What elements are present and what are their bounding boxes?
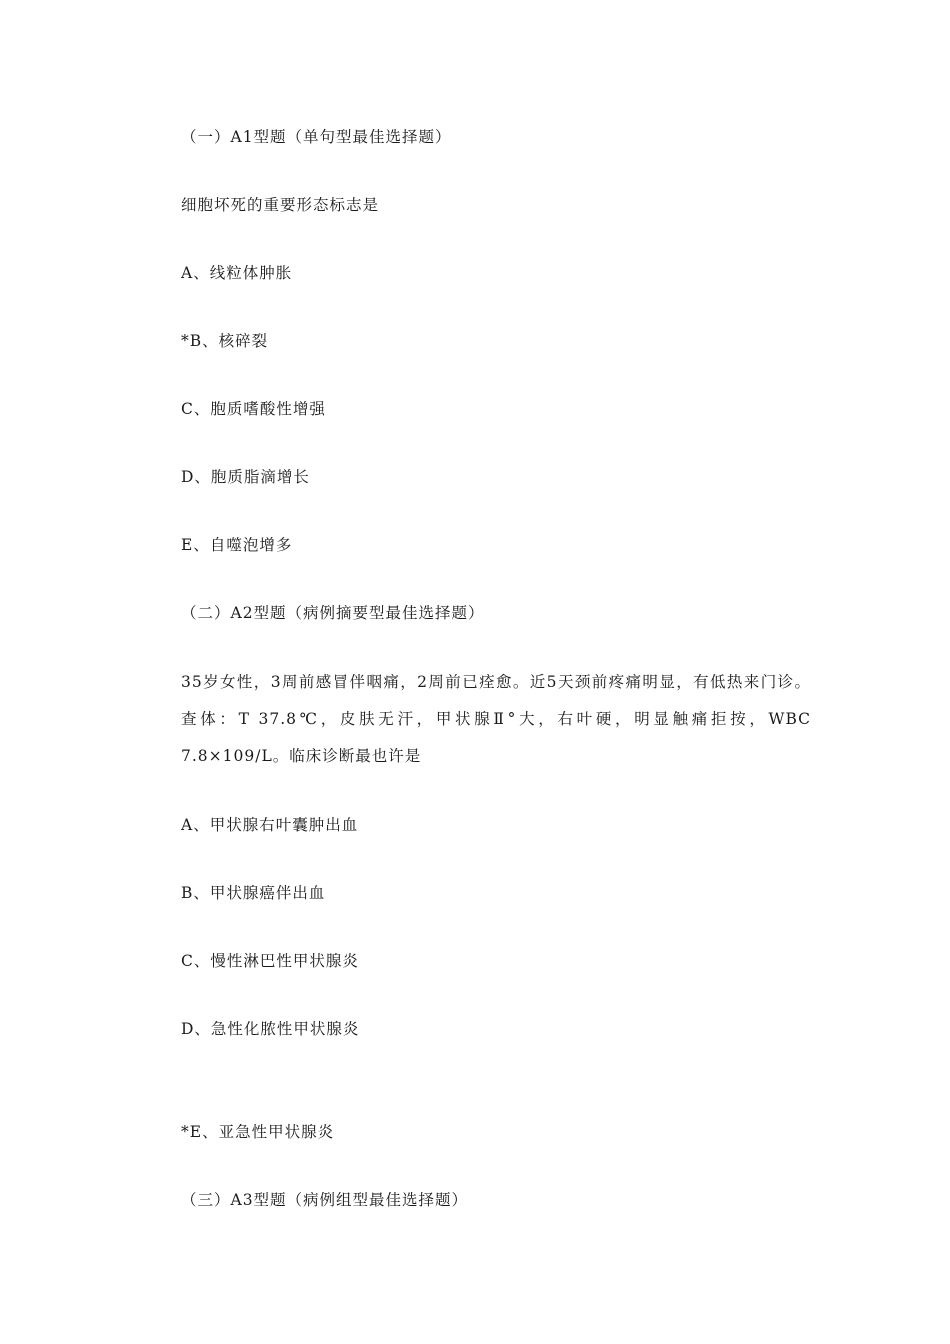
question-text-2: 35岁女性，3周前感冒伴咽痛，2周前已痊愈。近5天颈前疼痛明显，有低热来门诊。查体：T 37.8℃，皮肤无汗，甲状腺Ⅱ°大，右叶硬，明显触痛拒按，WBC 7.8×109/L。临床诊断最也许是 — [181, 673, 811, 765]
option-c-1: C、胞质嗜酸性增强 — [181, 400, 326, 418]
section-heading-a3: （三）A3型题（病例组型最佳选择题） — [181, 1191, 469, 1209]
option-e-1: E、自噬泡增多 — [181, 536, 293, 554]
option-e-2: *E、亚急性甲状腺炎 — [181, 1123, 335, 1141]
option-d-2: D、急性化脓性甲状腺炎 — [181, 1020, 360, 1038]
option-a-1: A、线粒体肿胀 — [181, 264, 293, 282]
option-d-1: D、胞质脂滴增长 — [181, 468, 310, 486]
option-c-2: C、慢性淋巴性甲状腺炎 — [181, 952, 359, 970]
option-b-2: B、甲状腺癌伴出血 — [181, 884, 326, 902]
section-heading-a2: （二）A2型题（病例摘要型最佳选择题） — [181, 604, 485, 622]
option-a-2: A、甲状腺右叶囊肿出血 — [181, 816, 359, 834]
option-b-1: *B、核碎裂 — [181, 332, 269, 350]
section-heading-a1: （一）A1型题（单句型最佳选择题） — [181, 128, 452, 146]
question-text-1: 细胞坏死的重要形态标志是 — [181, 196, 380, 214]
